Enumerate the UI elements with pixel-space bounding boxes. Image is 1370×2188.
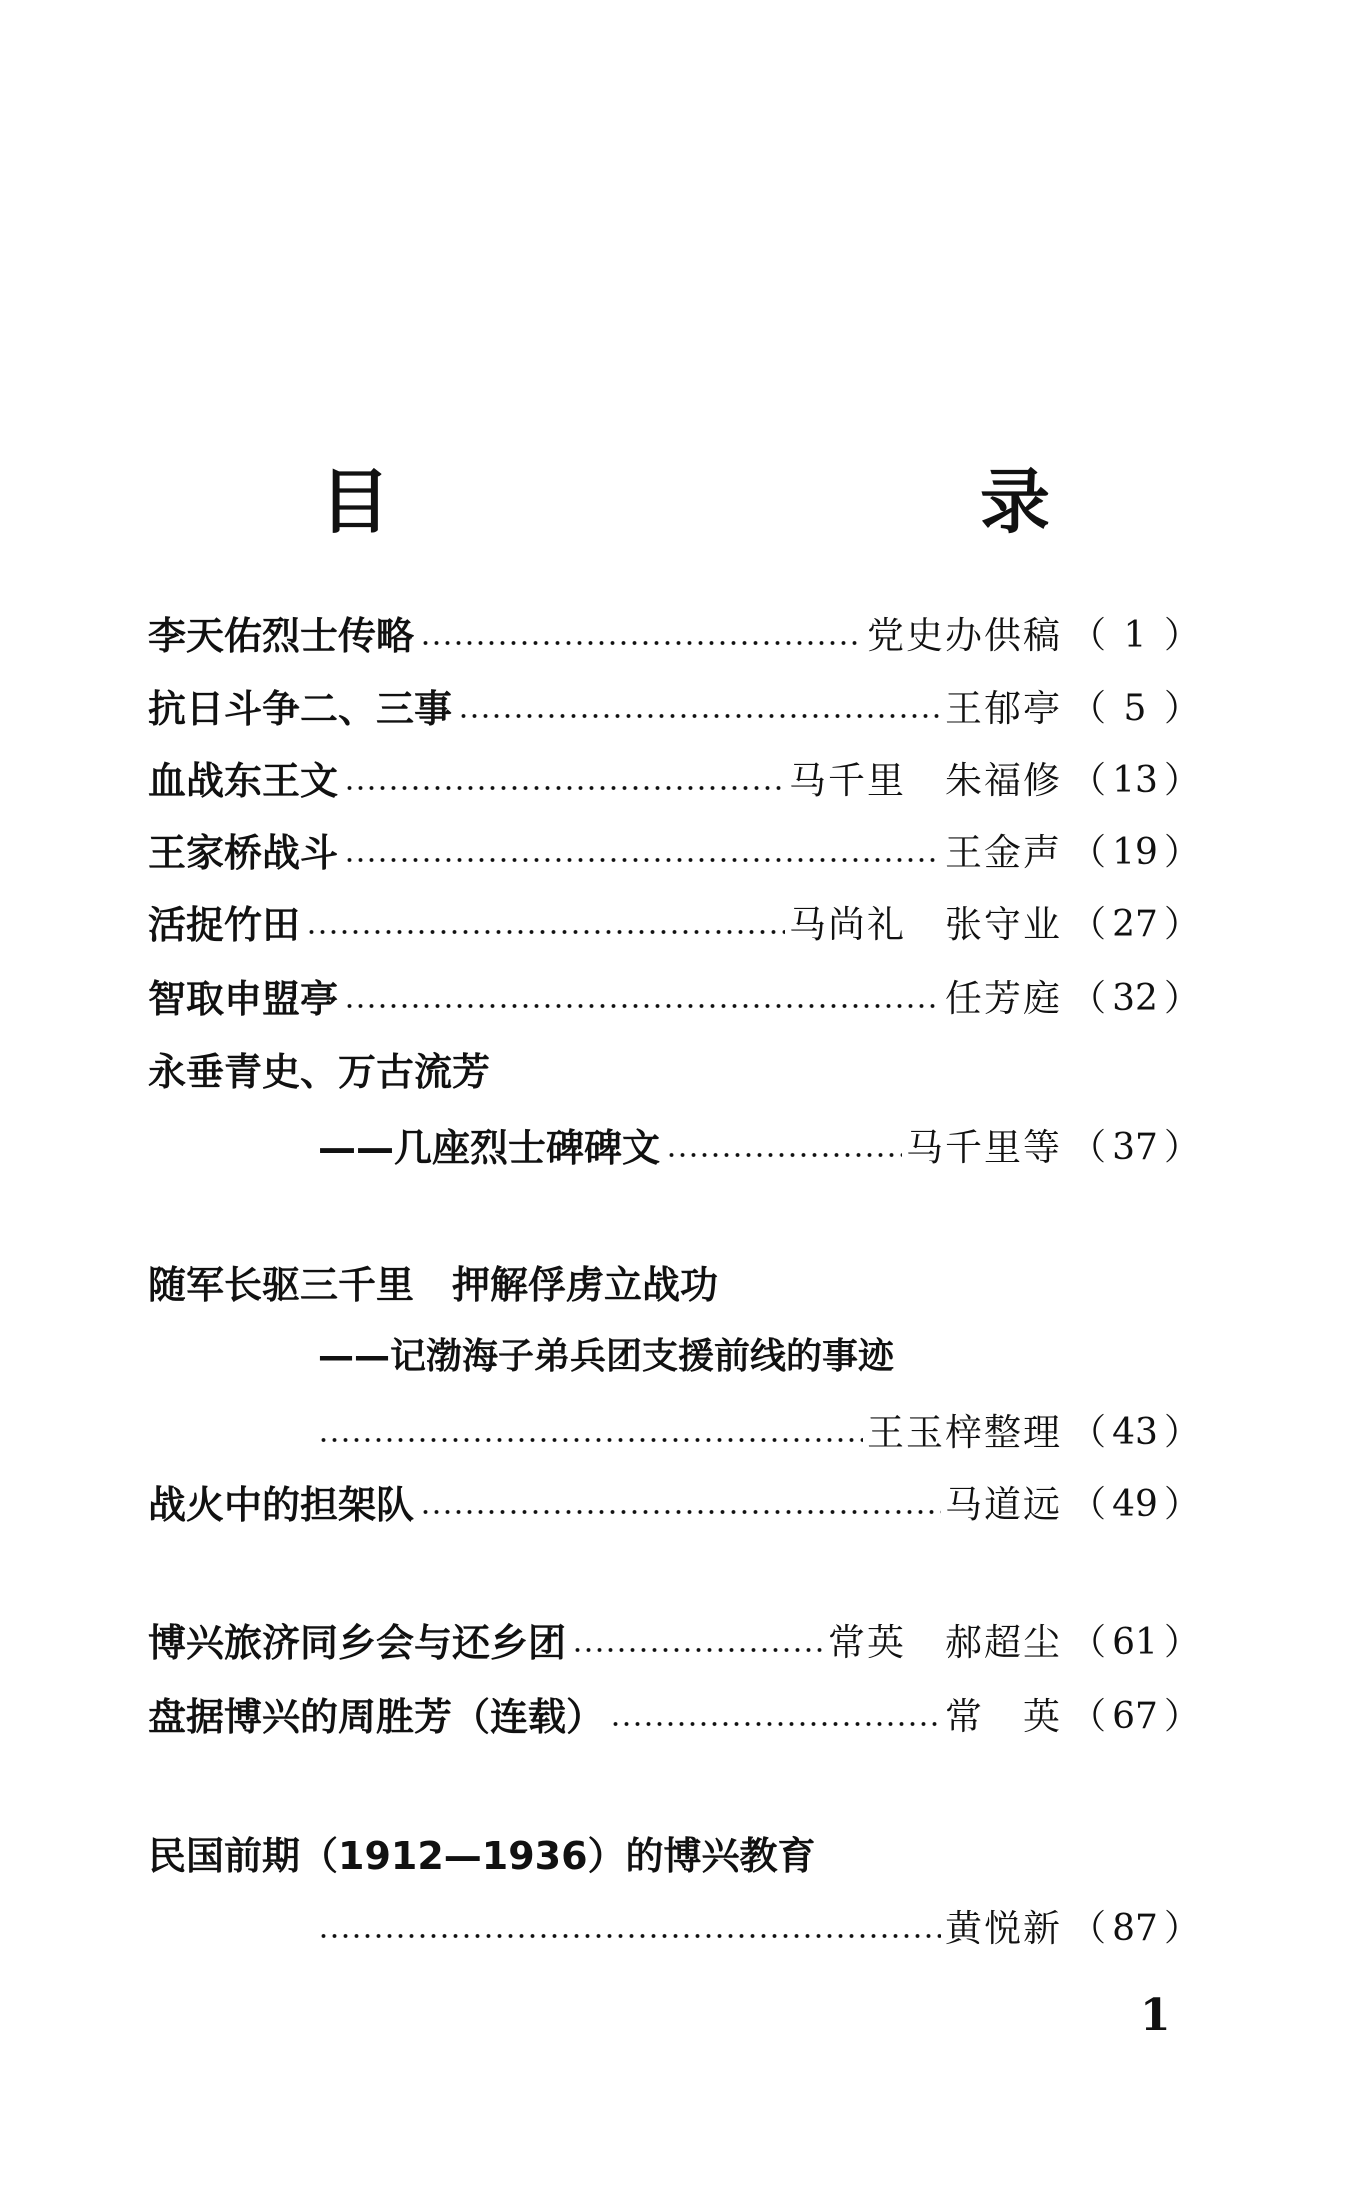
toc-entry[interactable]: [148, 970, 1200, 1028]
entry-author: 王玉梓整理: [867, 1411, 1062, 1454]
entry-page: （ 19 ）: [1070, 832, 1200, 873]
entry-author: 黄悦新: [945, 1907, 1062, 1950]
entry-title: 智取申盟亭: [148, 977, 339, 1021]
entry-title: 盘据博兴的周胜芳（连载）: [148, 1695, 605, 1739]
entry-page: （ 43 ）: [1070, 1412, 1200, 1453]
dot-leader: [344, 785, 785, 791]
entry-title: 活捉竹田: [148, 903, 301, 947]
entry-author: 王金声: [945, 831, 1062, 874]
entry-page: （ 61 ）: [1070, 1622, 1200, 1663]
page-number: 1: [1140, 1990, 1171, 2041]
entry-page: （ 27 ）: [1070, 904, 1200, 945]
entry-title: 博兴旅济同乡会与还乡团: [148, 1621, 567, 1665]
entry-title: 李天佑烈士传略: [148, 614, 415, 658]
toc-entry[interactable]: [148, 752, 1200, 810]
page-title: 目 录: [320, 461, 1200, 543]
entry-page: （ 1 ）: [1070, 615, 1200, 656]
toc-entry[interactable]: [148, 824, 1200, 882]
entry-title[interactable]: 随军长驱三千里 押解俘虏立战功: [148, 1263, 719, 1307]
entry-subtitle: ——记渤海子弟兵团支援前线的事迹: [318, 1336, 895, 1377]
dot-leader: [420, 1509, 941, 1515]
dot-leader: [344, 1003, 941, 1009]
entry-page: （ 67 ）: [1070, 1696, 1200, 1737]
entry-page: （ 49 ）: [1070, 1484, 1200, 1525]
entry-title: 王家桥战斗: [148, 831, 339, 875]
entry-author: 马千里等: [906, 1126, 1062, 1169]
entry-title[interactable]: 民国前期（1912—1936）的博兴教育: [148, 1834, 816, 1878]
dot-leader: [344, 857, 941, 863]
entry-page: （ 87 ）: [1070, 1908, 1200, 1949]
dot-leader: [572, 1647, 824, 1653]
toc-entry[interactable]: [318, 1119, 1200, 1177]
toc-entry[interactable]: [318, 1404, 1200, 1462]
entry-author: 马道远: [945, 1483, 1062, 1526]
dot-leader: [420, 640, 863, 646]
entry-title: 抗日斗争二、三事: [148, 687, 453, 731]
entry-author: 王郁亭: [945, 687, 1062, 730]
toc-entry[interactable]: [148, 1476, 1200, 1534]
entry-author: 任芳庭: [945, 977, 1062, 1020]
entry-title[interactable]: 永垂青史、万古流芳: [148, 1050, 491, 1094]
entry-title: 血战东王文: [148, 759, 339, 803]
dot-leader: [318, 1437, 863, 1443]
toc-entry[interactable]: [148, 1614, 1200, 1672]
entry-author: 马尚礼 张守业: [789, 903, 1062, 946]
toc-entry[interactable]: [318, 1900, 1200, 1958]
entry-page: （ 32 ）: [1070, 978, 1200, 1019]
dot-leader: [458, 713, 941, 719]
dot-leader: [318, 1933, 941, 1939]
entry-author: 党史办供稿: [867, 614, 1062, 657]
entry-subtitle: ——几座烈士碑碑文: [318, 1126, 661, 1170]
entry-page: （ 37 ）: [1070, 1127, 1200, 1168]
toc-entry[interactable]: [148, 607, 1200, 665]
toc-entry[interactable]: [148, 896, 1200, 954]
toc-entry[interactable]: [148, 680, 1200, 738]
entry-author: 常英 郝超尘: [828, 1621, 1062, 1664]
entry-title: 战火中的担架队: [148, 1483, 415, 1527]
dot-leader: [306, 929, 785, 935]
dot-leader: [666, 1152, 902, 1158]
dot-leader: [610, 1721, 941, 1727]
entry-author: 常 英: [945, 1695, 1062, 1738]
entry-page: （ 13 ）: [1070, 760, 1200, 801]
entry-author: 马千里 朱福修: [789, 759, 1062, 802]
toc-entry[interactable]: [148, 1688, 1200, 1746]
entry-page: （ 5 ）: [1070, 688, 1200, 729]
